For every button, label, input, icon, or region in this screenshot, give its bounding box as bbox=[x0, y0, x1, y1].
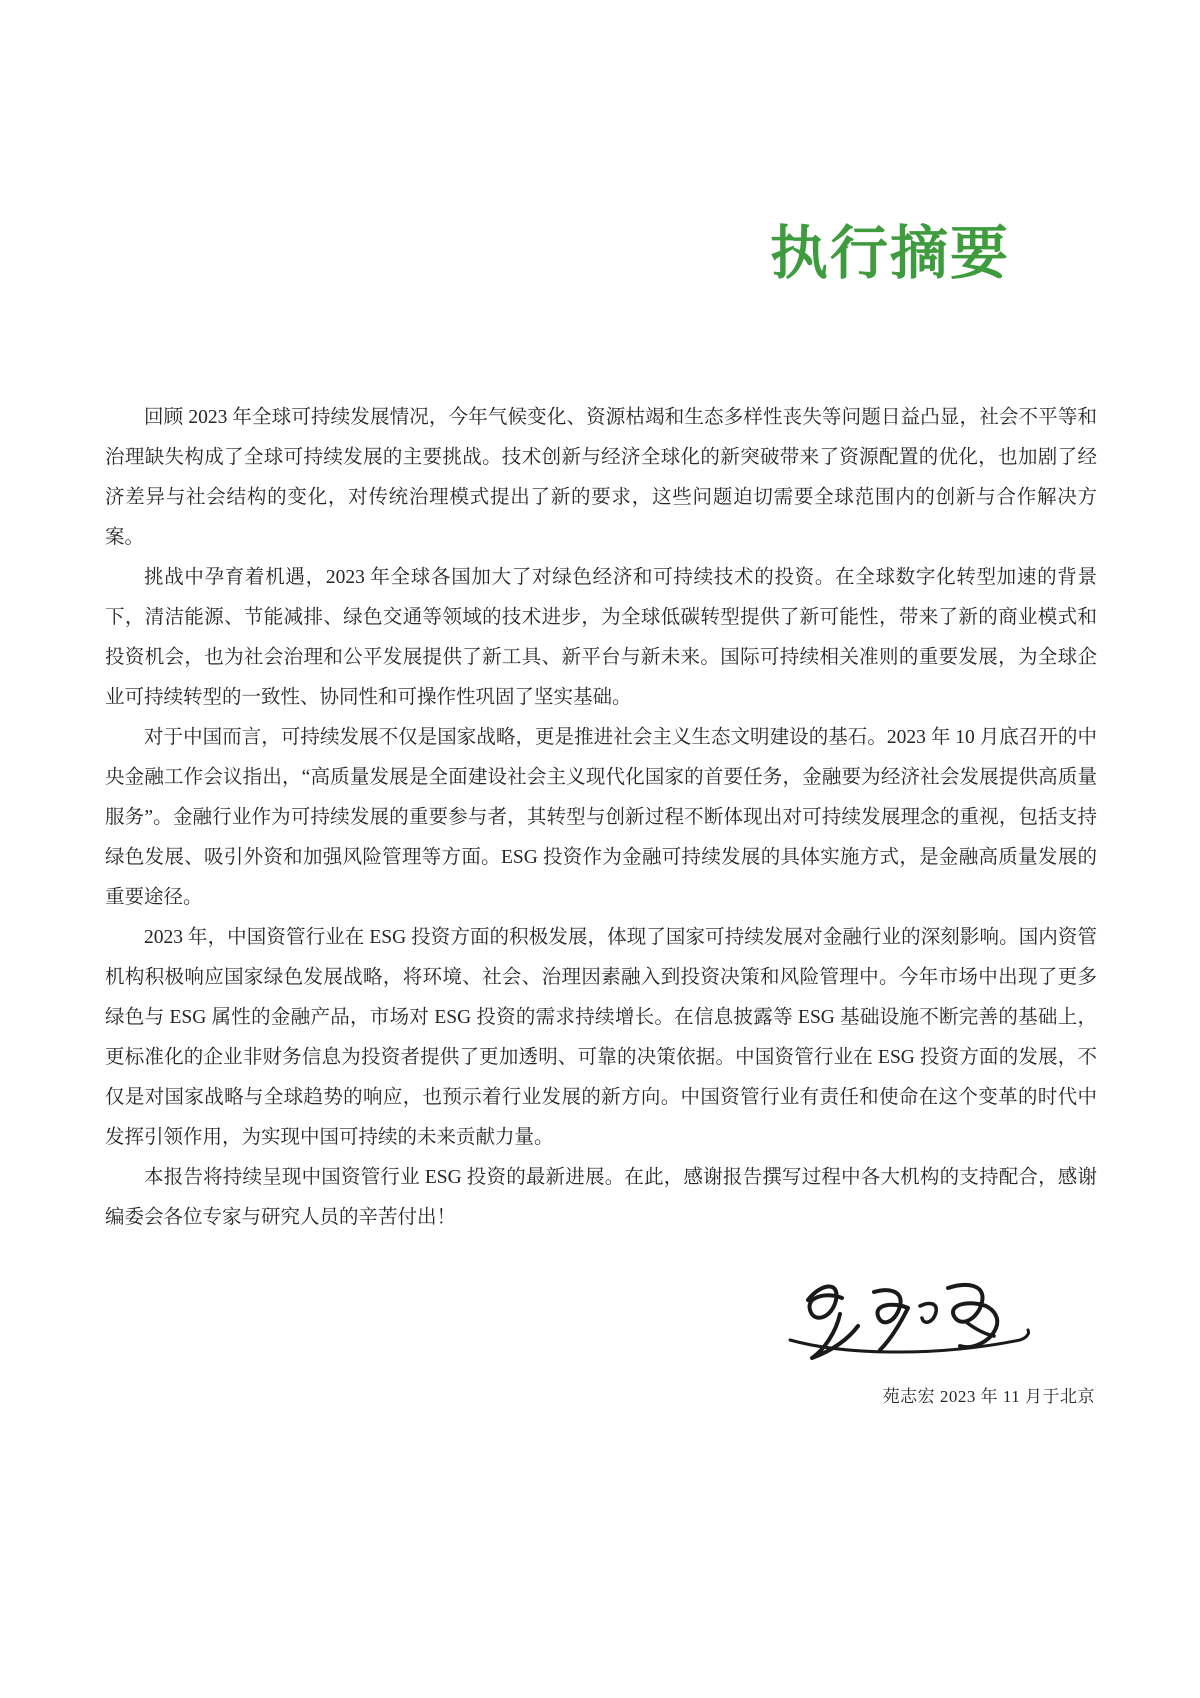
paragraph: 本报告将持续呈现中国资管行业 ESG 投资的最新进展。在此，感谢报告撰写过程中各大机构的支持配合，感谢编委会各位专家与研究人员的辛苦付出！ bbox=[105, 1167, 1097, 1228]
page-title: 执行摘要 bbox=[769, 221, 1010, 286]
paragraph: 2023 年，中国资管行业在 ESG 投资方面的积极发展，体现了国家可持续发展对金融行业的深刻影响。国内资管机构积极响应国家绿色发展战略，将环境、社会、治理因素融入到投资决策和风险管理中。今年市场中出现了更多绿色与 ESG 属性的金融产品，市场对 ESG 投资的需求持续增长。在信息披露等 ESG 基础设施不断完善的基础上，更标准化的企业非财务信息为投资者提供了更加透明、可靠的决策依据。中国资管行业在 ESG 投资方面的发展，不仅是对国家战略与全球趋势的响应，也预示着行业发展的新方向。中国资管行业有责任和使命在这个变革的时代中发挥引领作用，为实现中国可持续的未来贡献力量。 bbox=[105, 927, 1097, 1148]
signature-caption: 苑志宏 2023 年 11 月于北京 bbox=[882, 1387, 1095, 1406]
body-text bbox=[105, 398, 1097, 1238]
paragraph: 挑战中孕育着机遇，2023 年全球各国加大了对绿色经济和可持续技术的投资。在全球数字化转型加速的背景下，清洁能源、节能减排、绿色交通等领域的技术进步，为全球低碳转型提供了新可能性，带来了新的商业模式和投资机会，也为社会治理和公平发展提供了新工具、新平台与新未来。国际可持续相关准则的重要发展，为全球企业可持续转型的一致性、协同性和可操作性巩固了坚实基础。 bbox=[105, 567, 1097, 708]
paragraph: 回顾 2023 年全球可持续发展情况，今年气候变化、资源枯竭和生态多样性丧失等问题日益凸显，社会不平等和治理缺失构成了全球可持续发展的主要挑战。技术创新与经济全球化的新突破带来了资源配置的优化，也加剧了经济差异与社会结构的变化，对传统治理模式提出了新的要求，这些问题迫切需要全球范围内的创新与合作解决方案。 bbox=[105, 407, 1097, 548]
signature-image bbox=[770, 1262, 1050, 1382]
paragraph: 对于中国而言，可持续发展不仅是国家战略，更是推进社会主义生态文明建设的基石。2023 年 10 月底召开的中央金融工作会议指出，“高质量发展是全面建设社会主义现代化国家的首要任务，金融要为经济社会发展提供高质量服务”。金融行业作为可持续发展的重要参与者，其转型与创新过程不断体现出对可持续发展理念的重视，包括支持绿色发展、吸引外资和加强风险管理等方面。ESG 投资作为金融可持续发展的具体实施方式，是金融高质量发展的重要途径。 bbox=[105, 727, 1097, 908]
